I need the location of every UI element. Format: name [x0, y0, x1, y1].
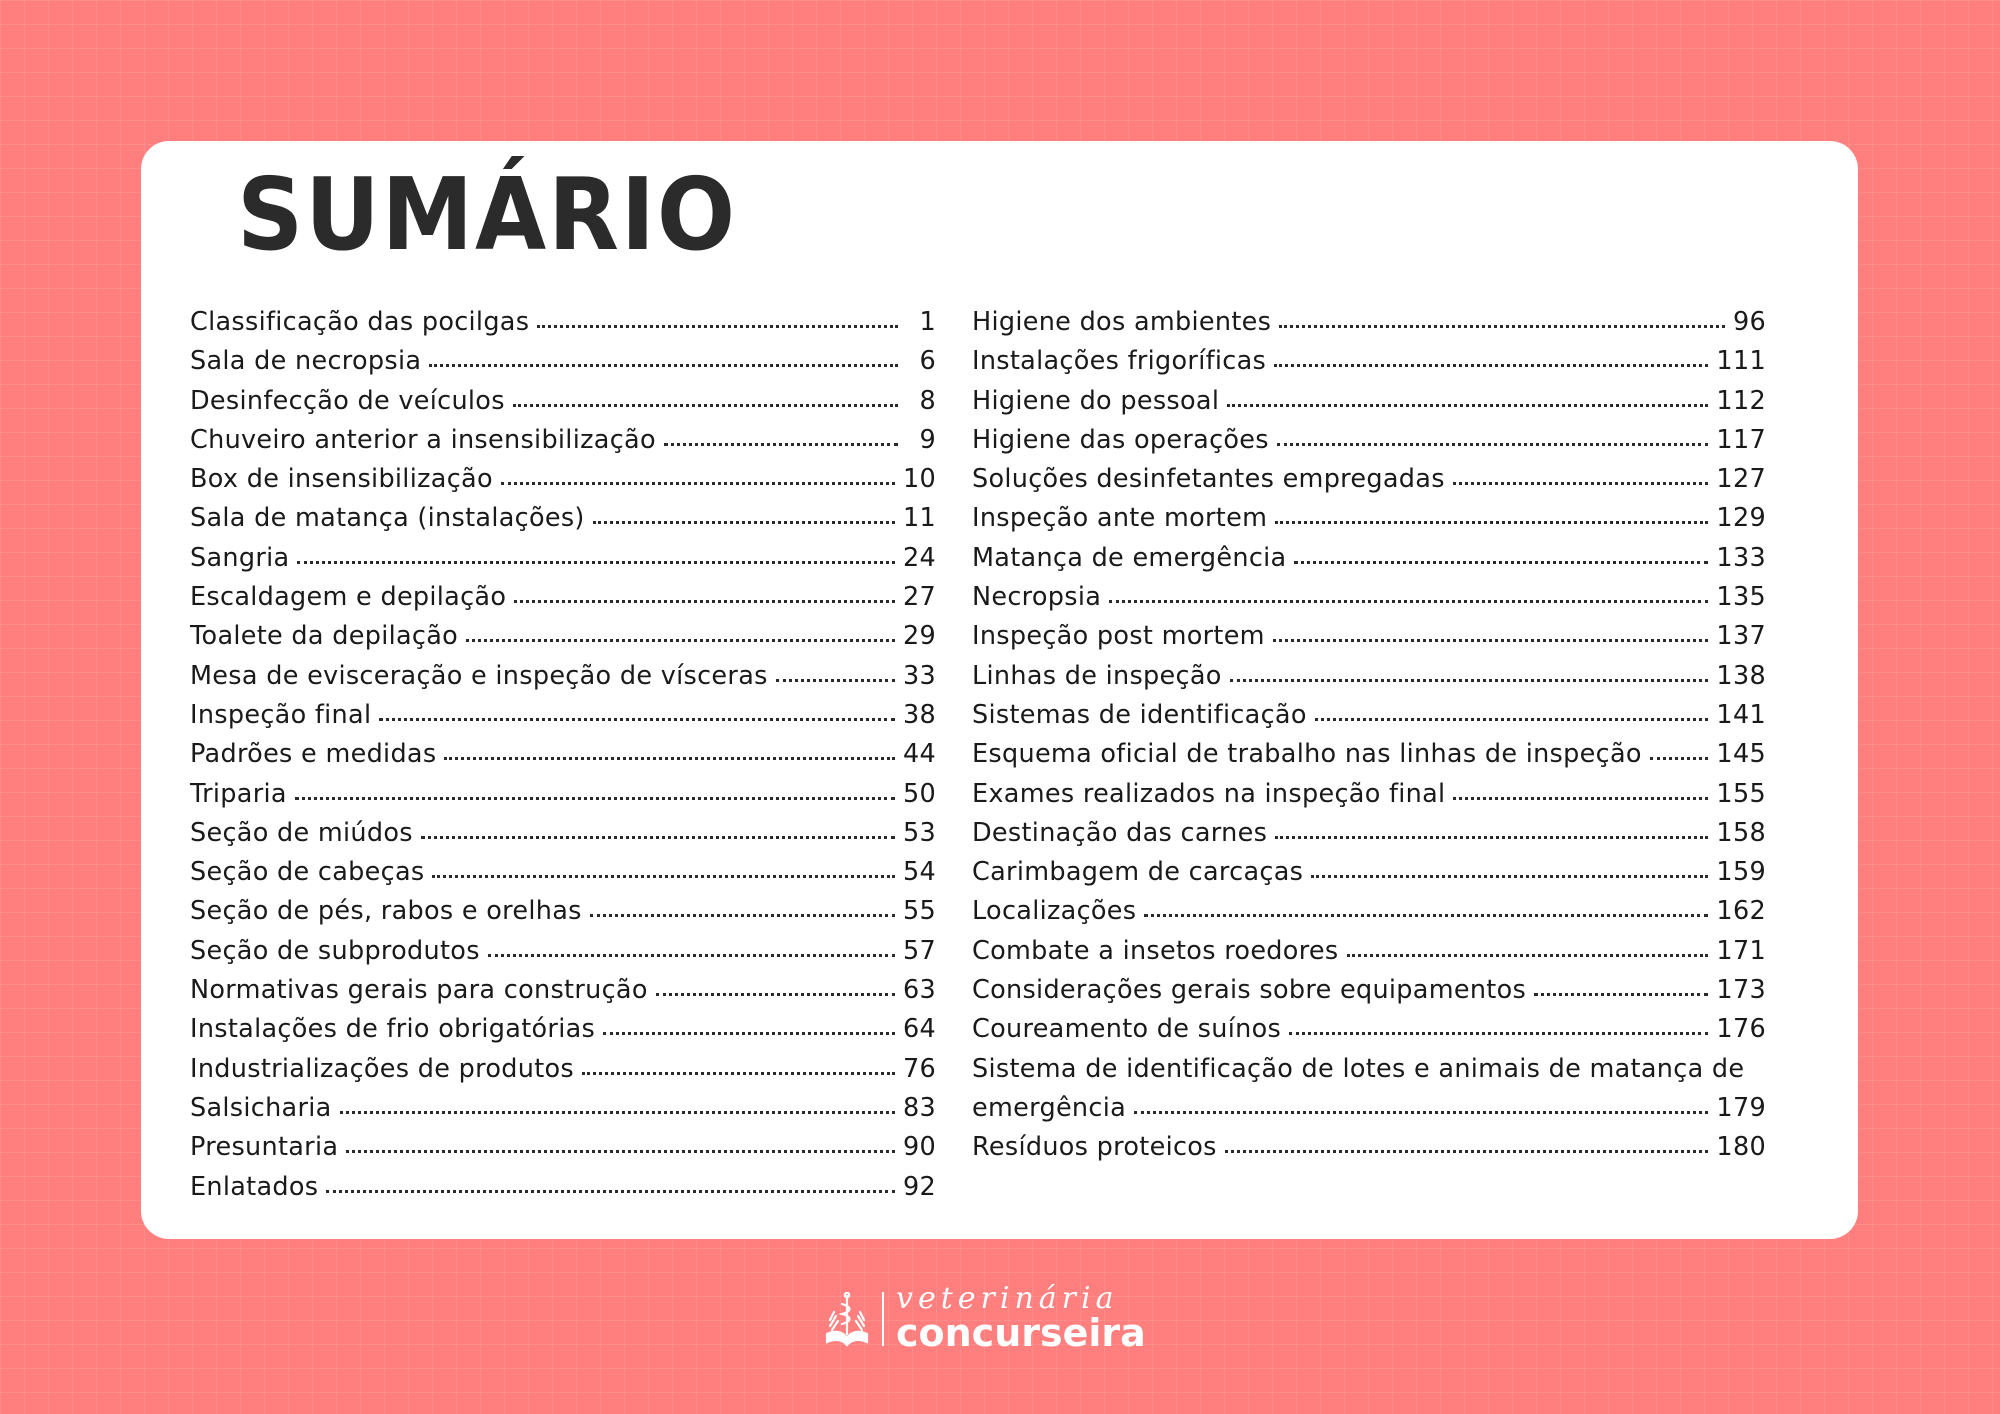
- dot-leader: [1347, 954, 1709, 957]
- dot-leader: [1294, 561, 1708, 564]
- toc-entry: [190, 460, 936, 499]
- dot-leader: [1275, 521, 1708, 524]
- toc-page-number: 155: [1716, 778, 1766, 809]
- toc-entry: [972, 971, 1766, 1010]
- dot-leader: [429, 364, 898, 367]
- toc-page-number: 112: [1716, 385, 1766, 416]
- toc-page-number: 76: [902, 1053, 936, 1084]
- toc-entry-title: Destinação das carnes: [972, 817, 1268, 848]
- toc-page-number: 83: [902, 1092, 936, 1123]
- toc-entry: [190, 735, 936, 774]
- toc-entry: [972, 342, 1766, 381]
- dot-leader: [1227, 404, 1708, 407]
- dot-leader: [1279, 325, 1725, 328]
- dot-leader: [603, 1032, 895, 1035]
- toc-entry-title: Necropsia: [972, 582, 1102, 613]
- dot-leader: [295, 797, 895, 800]
- toc-entry-title: Seção de pés, rabos e orelhas: [190, 896, 582, 927]
- toc-entry-title: Higiene das operações: [972, 424, 1269, 455]
- toc-entry-title: Presuntaria: [190, 1132, 339, 1163]
- toc-entry-title: Seção de miúdos: [190, 817, 413, 848]
- toc-entry: [190, 696, 936, 735]
- toc-entry-title: Higiene do pessoal: [972, 385, 1220, 416]
- toc-entry-title-continuation: emergência: [972, 1092, 1127, 1123]
- dot-leader: [656, 993, 895, 996]
- toc-page-number: 158: [1716, 817, 1766, 848]
- toc-entry: [190, 382, 936, 421]
- toc-entry-title: Triparia: [190, 778, 287, 809]
- toc-entry: [190, 657, 936, 696]
- dot-leader: [488, 954, 895, 957]
- toc-page-number: 96: [1732, 307, 1766, 337]
- toc-page-number: 29: [902, 621, 936, 652]
- logo-line1: veterinária: [896, 1281, 1119, 1316]
- toc-page-number: 117: [1716, 424, 1766, 455]
- toc-entry: [190, 1168, 936, 1207]
- toc-page-number: 63: [902, 975, 936, 1006]
- toc-page-number: 133: [1716, 542, 1766, 573]
- toc-page-number: 33: [902, 660, 936, 691]
- toc-entry-title: Sistemas de identificação: [972, 699, 1307, 730]
- toc-entry-title: Seção de cabeças: [190, 857, 425, 888]
- dot-leader: [1453, 482, 1709, 485]
- toc-entry: [190, 1050, 936, 1089]
- toc-entry-title: Soluções desinfetantes empregadas: [972, 464, 1445, 495]
- dot-leader: [776, 679, 895, 682]
- dot-leader: [1144, 914, 1708, 917]
- toc-page-number: 6: [919, 346, 936, 377]
- dot-leader: [1311, 875, 1708, 878]
- toc-entry: [972, 1128, 1766, 1167]
- toc-page-number: 57: [902, 935, 936, 966]
- toc-page-number: 8: [919, 385, 936, 416]
- toc-entry-title: Classificação das pocilgas: [190, 307, 530, 337]
- dot-leader: [340, 1111, 895, 1114]
- dot-leader: [664, 443, 898, 446]
- toc-entry: [190, 775, 936, 814]
- toc-right-column: [972, 303, 1766, 1168]
- toc-entry: [190, 578, 936, 617]
- toc-entry-title: Carimbagem de carcaças: [972, 857, 1304, 888]
- dot-leader: [1274, 364, 1708, 367]
- toc-entry-title: Esquema oficial de trabalho nas linhas de inspeção: [972, 739, 1642, 770]
- toc-entry: [190, 1128, 936, 1167]
- dot-leader: [1315, 718, 1709, 721]
- toc-page-number: 44: [902, 739, 936, 770]
- dot-leader: [582, 1072, 895, 1075]
- toc-entry: [190, 303, 936, 342]
- toc-entry-title: Box de insensibilização: [190, 464, 493, 495]
- toc-page-number: 24: [902, 542, 936, 573]
- dot-leader: [1453, 797, 1708, 800]
- toc-page-number: 9: [919, 424, 936, 455]
- dot-leader: [1275, 836, 1708, 839]
- toc-page-number: 159: [1716, 857, 1766, 888]
- toc-page-number: 162: [1716, 896, 1766, 927]
- book-caduceus-icon: [824, 1290, 870, 1348]
- toc-page-number: 54: [902, 857, 936, 888]
- toc-page-number: 179: [1716, 1092, 1766, 1123]
- dot-leader: [346, 1150, 895, 1153]
- dot-leader: [1289, 1032, 1708, 1035]
- dot-leader: [501, 482, 895, 485]
- dot-leader: [466, 639, 895, 642]
- toc-page-number: 50: [902, 778, 936, 809]
- toc-entry: [972, 932, 1766, 971]
- toc-entry: [972, 657, 1766, 696]
- toc-entry: [972, 892, 1766, 931]
- toc-entry-title: Padrões e medidas: [190, 739, 437, 770]
- dot-leader: [1134, 1111, 1708, 1114]
- toc-entry: [972, 775, 1766, 814]
- toc-page-number: 137: [1716, 621, 1766, 652]
- toc-page-number: 64: [902, 1014, 936, 1045]
- dot-leader: [432, 875, 894, 878]
- toc-entry-title: Sala de matança (instalações): [190, 503, 585, 534]
- page-title: SUMÁRIO: [237, 156, 737, 273]
- toc-entry-title: Instalações frigoríficas: [972, 346, 1267, 377]
- brand-logo: [824, 1281, 1184, 1355]
- toc-entry-title: Inspeção post mortem: [972, 621, 1265, 652]
- logo-divider: [882, 1292, 884, 1346]
- toc-entry: [972, 499, 1766, 538]
- toc-entry: [190, 892, 936, 931]
- toc-entry-title: Desinfecção de veículos: [190, 385, 505, 416]
- toc-entry-title: Resíduos proteicos: [972, 1132, 1217, 1163]
- dot-leader: [1650, 757, 1709, 760]
- toc-entry-title: Sangria: [190, 542, 290, 573]
- toc-page-number: 111: [1716, 346, 1766, 377]
- toc-entry-title: Combate a insetos roedores: [972, 935, 1339, 966]
- toc-entry-title: Instalações de frio obrigatórias: [190, 1014, 596, 1045]
- toc-entry: [972, 735, 1766, 774]
- logo-line2: concurseira: [896, 1311, 1146, 1355]
- dot-leader: [1230, 679, 1709, 682]
- toc-entry-title: Sistema de identificação de lotes e animais de matança de: [972, 1053, 1745, 1084]
- toc-entry: [972, 578, 1766, 617]
- toc-entry-title: Exames realizados na inspeção final: [972, 778, 1446, 809]
- toc-entry-title: Inspeção final: [190, 699, 372, 730]
- toc-page-number: 11: [902, 503, 936, 534]
- toc-entry: [190, 971, 936, 1010]
- toc-page-number: 1: [919, 307, 936, 337]
- toc-entry: [190, 499, 936, 538]
- toc-page-number: 180: [1716, 1132, 1766, 1163]
- toc-entry: [972, 696, 1766, 735]
- toc-entry: [190, 342, 936, 381]
- toc-entry: [972, 303, 1766, 342]
- toc-entry-title: Salsicharia: [190, 1092, 332, 1123]
- toc-page-number: 173: [1716, 975, 1766, 1006]
- toc-entry-title: Mesa de evisceração e inspeção de vísceras: [190, 660, 768, 691]
- toc-entry: [972, 617, 1766, 656]
- toc-page-number: 92: [902, 1171, 936, 1202]
- toc-page-number: 141: [1716, 699, 1766, 730]
- toc-entry-title: Higiene dos ambientes: [972, 307, 1272, 337]
- dot-leader: [1273, 639, 1709, 642]
- dot-leader: [326, 1190, 895, 1193]
- dot-leader: [379, 718, 895, 721]
- toc-entry-title: Inspeção ante mortem: [972, 503, 1268, 534]
- toc-entry-title: Escaldagem e depilação: [190, 582, 507, 613]
- toc-entry: [190, 932, 936, 971]
- toc-page-number: 176: [1716, 1014, 1766, 1045]
- toc-page-number: 27: [902, 582, 936, 613]
- toc-entry: [190, 853, 936, 892]
- toc-entry-title: Considerações gerais sobre equipamentos: [972, 975, 1527, 1006]
- toc-entry-title: Enlatados: [190, 1171, 319, 1202]
- dot-leader: [1534, 993, 1708, 996]
- toc-entry-title: Coureamento de suínos: [972, 1014, 1282, 1045]
- dot-leader: [297, 561, 894, 564]
- toc-entry: [190, 617, 936, 656]
- dot-leader: [1277, 443, 1709, 446]
- toc-entry: [190, 1010, 936, 1049]
- toc-entry: [972, 853, 1766, 892]
- toc-entry: [972, 421, 1766, 460]
- dot-leader: [537, 325, 898, 328]
- dot-leader: [593, 521, 895, 524]
- toc-page-number: 10: [902, 464, 936, 495]
- toc-entry-title: Sala de necropsia: [190, 346, 422, 377]
- dot-leader: [514, 600, 895, 603]
- toc-entry: [972, 1050, 1766, 1089]
- toc-page-number: 171: [1716, 935, 1766, 966]
- toc-entry: [190, 421, 936, 460]
- toc-entry-title: Linhas de inspeção: [972, 660, 1222, 691]
- toc-page-number: 127: [1716, 464, 1766, 495]
- toc-entry-title: Industrializações de produtos: [190, 1053, 575, 1084]
- toc-entry: [972, 1010, 1766, 1049]
- toc-entry-title: Matança de emergência: [972, 542, 1287, 573]
- toc-entry: [972, 814, 1766, 853]
- dot-leader: [1109, 600, 1708, 603]
- toc-page-number: 145: [1716, 739, 1766, 770]
- dot-leader: [1225, 1150, 1709, 1153]
- dot-leader: [590, 914, 895, 917]
- toc-page-number: 138: [1716, 660, 1766, 691]
- dot-leader: [513, 404, 898, 407]
- toc-entry-title: Toalete da depilação: [190, 621, 459, 652]
- toc-entry-title: Localizações: [972, 896, 1137, 927]
- toc-entry: [972, 539, 1766, 578]
- toc-entry: [190, 1089, 936, 1128]
- toc-page-number: 135: [1716, 582, 1766, 613]
- toc-entry-title: Seção de subprodutos: [190, 935, 480, 966]
- toc-entry: [972, 460, 1766, 499]
- toc-entry-title: Chuveiro anterior a insensibilização: [190, 424, 656, 455]
- toc-entry: [190, 814, 936, 853]
- toc-entry-continuation: [972, 1089, 1766, 1128]
- toc-page-number: 90: [902, 1132, 936, 1163]
- toc-entry: [972, 382, 1766, 421]
- toc-page-number: 129: [1716, 503, 1766, 534]
- toc-entry: [190, 539, 936, 578]
- toc-page-number: 55: [902, 896, 936, 927]
- dot-leader: [444, 757, 894, 760]
- toc-entry-title: Normativas gerais para construção: [190, 975, 648, 1006]
- toc-page-number: 53: [902, 817, 936, 848]
- toc-left-column: [190, 303, 936, 1207]
- toc-page-number: 38: [902, 699, 936, 730]
- dot-leader: [421, 836, 895, 839]
